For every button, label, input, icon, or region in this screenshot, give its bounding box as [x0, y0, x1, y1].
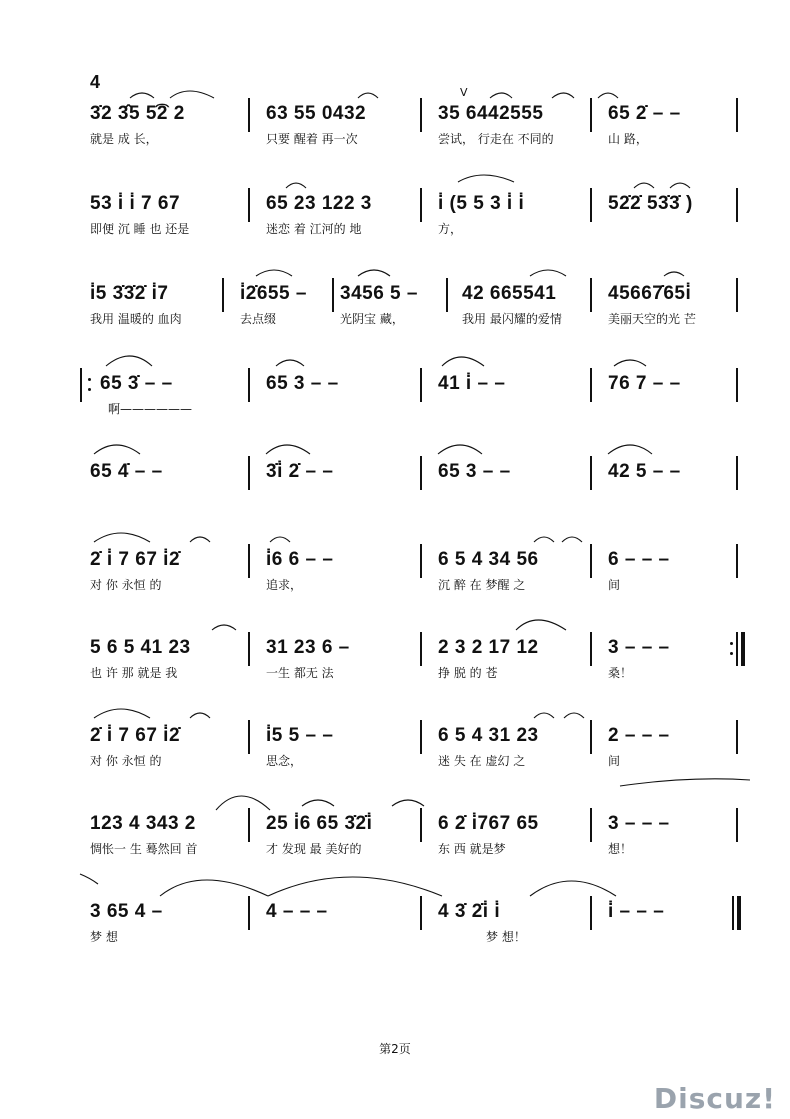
- barline: [446, 278, 448, 312]
- barline: [590, 720, 592, 754]
- score-row-2: [90, 190, 750, 260]
- measure-lyrics: 间: [608, 754, 621, 768]
- measure-lyrics: 对 你 永恒 的: [90, 578, 162, 592]
- page-number: 第2页: [379, 1042, 411, 1056]
- measure-notes: 25 i̇6 65 3̇2̇i̇: [266, 813, 373, 834]
- barline: [420, 544, 422, 578]
- barline: [736, 98, 738, 132]
- barline: [420, 456, 422, 490]
- barline: [590, 368, 592, 402]
- measure-notes: 65 2̇ – –: [608, 103, 681, 124]
- measure-notes: 65 3̇ – –: [100, 373, 173, 394]
- measure-notes: 3̇i̇ 2̇ – –: [266, 461, 334, 482]
- measure-notes: 3̇2 3̂5 5͡2 2: [90, 103, 185, 124]
- score-row-3: [90, 280, 750, 350]
- beat-marker: 4: [90, 72, 101, 92]
- measure-lyrics: 桑！: [608, 666, 633, 680]
- final-barline: [732, 896, 742, 930]
- barline: [248, 632, 250, 666]
- measure-notes: 65 4̇ – –: [90, 461, 163, 482]
- barline: [736, 188, 738, 222]
- measure-notes: 2 3 2 17 12: [438, 637, 539, 658]
- measure-lyrics: 去点缀: [240, 312, 277, 326]
- measure-notes: 6 – – –: [608, 549, 670, 570]
- measure-lyrics: 我用 最闪耀的爱情: [462, 312, 562, 326]
- barline: [248, 368, 250, 402]
- measure-notes: 2̇ i̇ 7 67 i̇2̇: [90, 549, 181, 570]
- measure-lyrics: 追求，: [266, 578, 303, 592]
- barline: [590, 632, 592, 666]
- measure-lyrics: 美丽天空的光 芒: [608, 312, 696, 326]
- measure-lyrics: 山 路，: [608, 132, 648, 146]
- measure-lyrics: 方，: [438, 222, 463, 236]
- measure-notes: 31 23 6 –: [266, 637, 350, 658]
- barline: [420, 720, 422, 754]
- measure-notes: i̇5 5 – –: [266, 725, 334, 746]
- barline: [736, 720, 738, 754]
- measure-notes: 45667̇65i̇: [608, 283, 692, 304]
- measure-notes: 53 i̇ i̇ 7 67: [90, 193, 181, 214]
- measure-notes: 65 23 122 3: [266, 193, 372, 214]
- breath-mark: V: [460, 86, 468, 99]
- measure-notes: 42 665541: [462, 283, 557, 304]
- barline: [420, 808, 422, 842]
- score-row-1: [90, 86, 750, 170]
- measure-lyrics: 就是 成 长，: [90, 132, 158, 146]
- measure-notes: i̇6 6 – –: [266, 549, 334, 570]
- barline: [222, 278, 224, 312]
- measure-lyrics: 我用 温暖的 血肉: [90, 312, 182, 326]
- barline: [590, 808, 592, 842]
- barline: [420, 188, 422, 222]
- barline: [420, 896, 422, 930]
- measure-notes: 2 – – –: [608, 725, 670, 746]
- measure-lyrics: 梦 想: [90, 930, 118, 944]
- measure-lyrics: 惆怅一 生 蓦然回 首: [90, 842, 198, 856]
- measure-notes: i̇ (5 5 3 i̇ i̇: [438, 193, 525, 214]
- measure-lyrics: 啊——————: [108, 402, 193, 416]
- barline: [248, 98, 250, 132]
- measure-notes: 6 2̇ i̇767 65: [438, 813, 539, 834]
- measure-lyrics: 尝试， 行走在 不同的: [438, 132, 554, 146]
- barline: [736, 278, 738, 312]
- measure-notes: 3 – – –: [608, 813, 670, 834]
- barline: [420, 368, 422, 402]
- measure-notes: 35 6442555: [438, 103, 544, 124]
- barline: [590, 896, 592, 930]
- measure-notes: i̇5 3̇3̇2̇ i̇7: [90, 283, 169, 304]
- measure-lyrics: 迷恋 着 江河的 地: [266, 222, 362, 236]
- barline: [332, 278, 334, 312]
- measure-notes: 65 3 – –: [266, 373, 339, 394]
- measure-lyrics: 思念，: [266, 754, 303, 768]
- measure-lyrics: 一生 都无 法: [266, 666, 334, 680]
- measure-lyrics: 对 你 永恒 的: [90, 754, 162, 768]
- measure-lyrics: 间: [608, 578, 621, 592]
- barline: [590, 278, 592, 312]
- barline: [590, 544, 592, 578]
- measure-notes: 4 3̇ 2̇i̇ i̇: [438, 901, 501, 922]
- measure-lyrics: 即便 沉 睡 也 还是: [90, 222, 190, 236]
- measure-notes: 6 5 4 31 23: [438, 725, 539, 746]
- barline: [248, 544, 250, 578]
- measure-notes: 52̇2̇ 53̇3̇ ): [608, 193, 693, 214]
- measure-lyrics: 只要 醒着 再一次: [266, 132, 358, 146]
- measure-lyrics: 也 许 那 就是 我: [90, 666, 178, 680]
- measure-lyrics: 挣 脱 的 苍: [438, 666, 498, 680]
- barline: [736, 456, 738, 490]
- measure-notes: 6 5 4 34 56: [438, 549, 539, 570]
- measure-notes: 4 – – –: [266, 901, 328, 922]
- measure-notes: 3 – – –: [608, 637, 670, 658]
- measure-notes: 41 i̇ – –: [438, 373, 506, 394]
- repeat-end-barline: [736, 632, 746, 666]
- measure-notes: 3456 5 –: [340, 283, 418, 304]
- measure-lyrics: 才 发现 最 美好的: [266, 842, 362, 856]
- barline: [248, 188, 250, 222]
- measure-notes: i̇2̇655 –: [240, 283, 307, 304]
- barline: [736, 808, 738, 842]
- measure-lyrics: 光阴宝 藏，: [340, 312, 404, 326]
- measure-notes: 2̇ i̇ 7 67 i̇2̇: [90, 725, 181, 746]
- barline: [590, 456, 592, 490]
- barline: [248, 720, 250, 754]
- measure-lyrics: 想！: [608, 842, 633, 856]
- score-row-10: [90, 898, 750, 968]
- measure-notes: 63 55 0432: [266, 103, 367, 124]
- measure-notes: i̇ – – –: [608, 901, 665, 922]
- site-watermark: Discuz!: [653, 1082, 776, 1115]
- measure-notes: 5 6 5 41 23: [90, 637, 191, 658]
- barline: [248, 896, 250, 930]
- barline: [420, 632, 422, 666]
- measure-notes: 76 7 – –: [608, 373, 681, 394]
- measure-lyrics: 迷 失 在 虚幻 之: [438, 754, 526, 768]
- measure-notes: 123 4 343 2: [90, 813, 196, 834]
- measure-notes: 42 5 – –: [608, 461, 681, 482]
- barline: [248, 808, 250, 842]
- measure-notes: 65 3 – –: [438, 461, 511, 482]
- barline: [590, 188, 592, 222]
- barline: [420, 98, 422, 132]
- barline: [590, 98, 592, 132]
- measure-notes: 3 65 4 –: [90, 901, 163, 922]
- measure-lyrics: 东 西 就是梦: [438, 842, 506, 856]
- barline: [736, 544, 738, 578]
- barline: [248, 456, 250, 490]
- barline: [736, 368, 738, 402]
- measure-lyrics: 沉 醉 在 梦醒 之: [438, 578, 526, 592]
- measure-lyrics: 梦 想！: [486, 930, 526, 944]
